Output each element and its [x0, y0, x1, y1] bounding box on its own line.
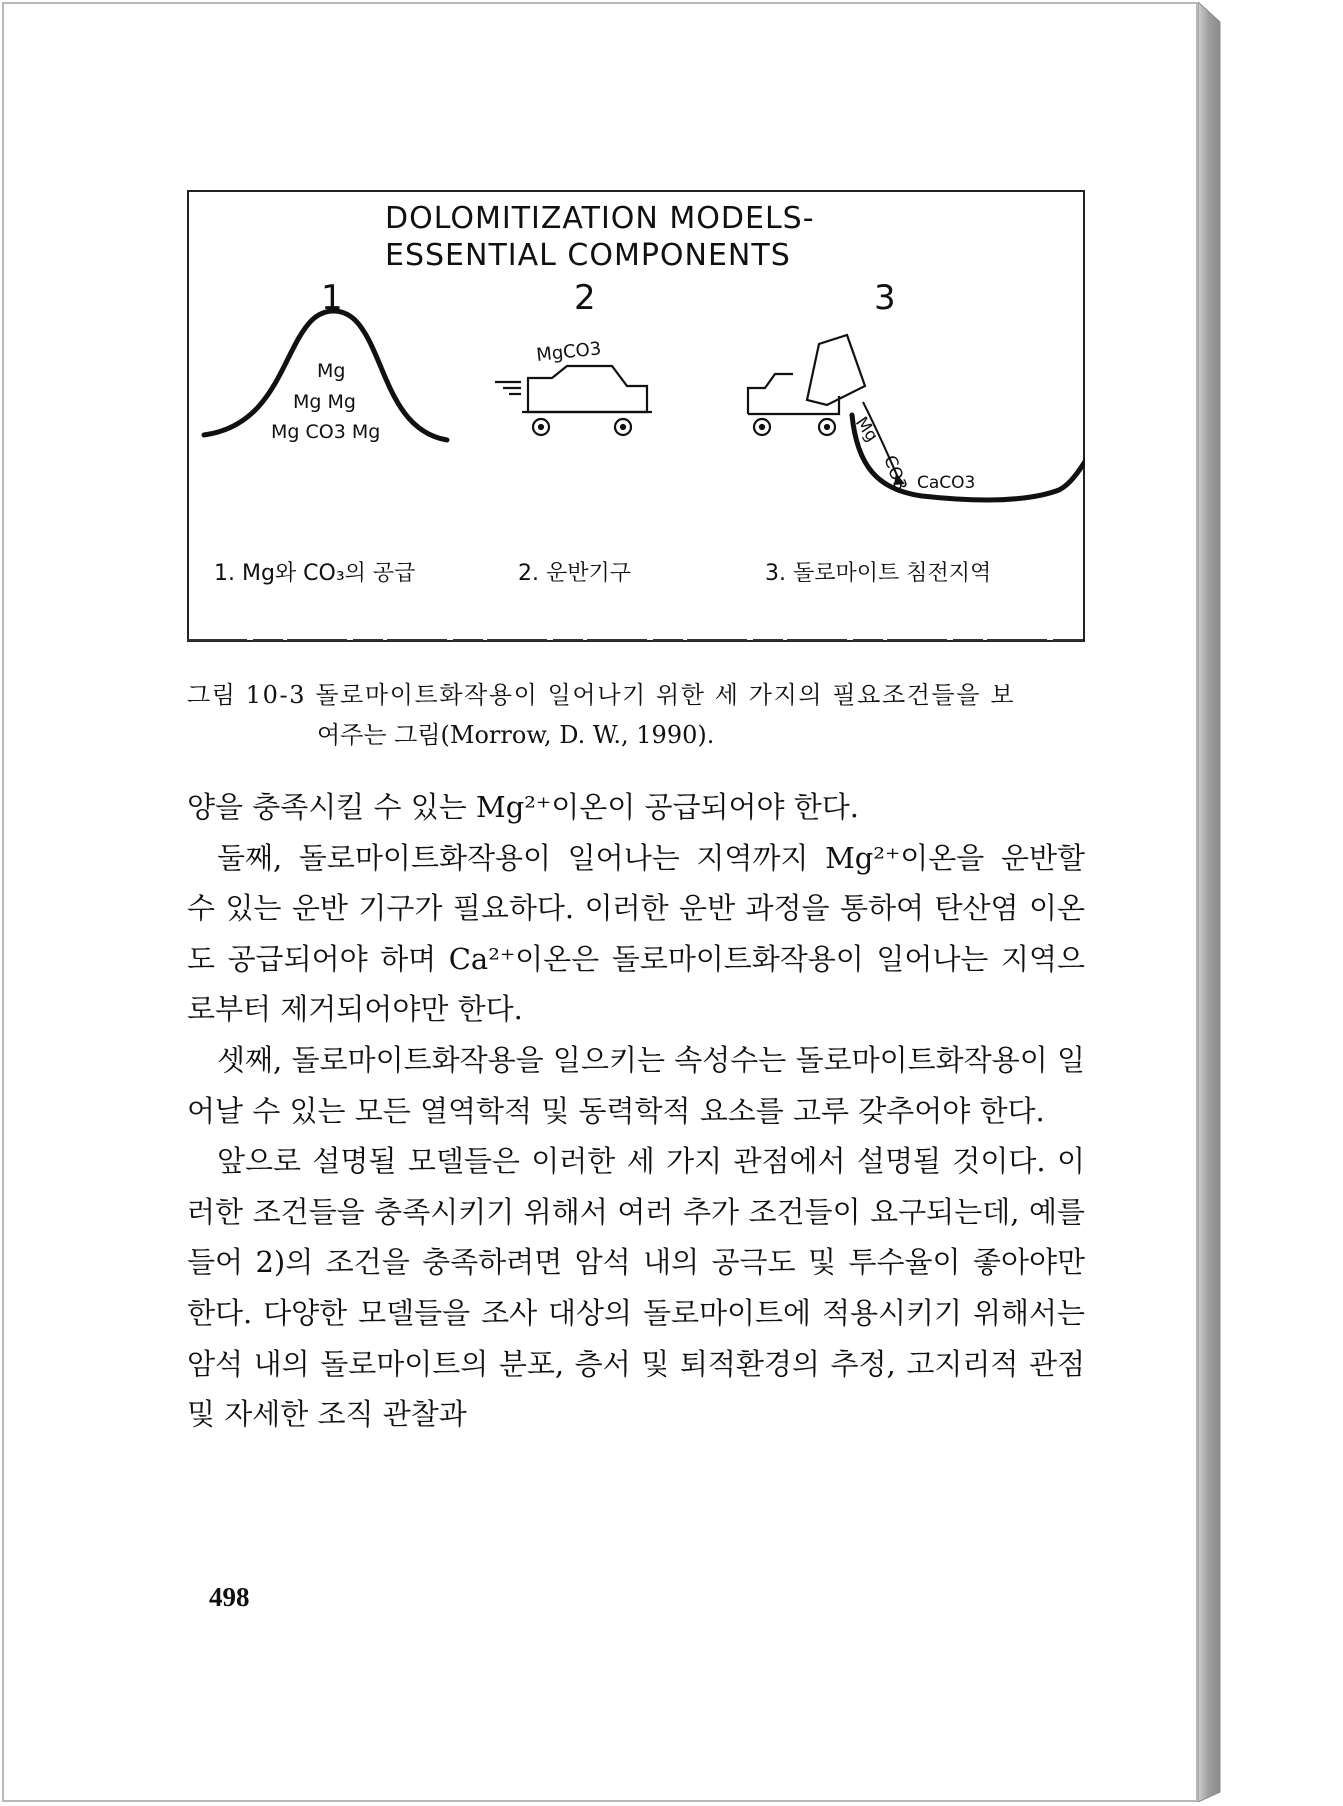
panel-number-2: 2 [574, 278, 596, 318]
panel3-text-mg: Mg [850, 413, 882, 446]
panel3-basin [851, 413, 1085, 500]
panel-label-1: 1. Mg와 CO₃의 공급 [214, 561, 416, 586]
panel3-text-co3: CO3 [879, 452, 911, 494]
panel1-text-3: Mg CO3 Mg [271, 421, 381, 443]
panel-number-1: 1 [321, 278, 343, 318]
page-edge-stack [1198, 2, 1246, 1802]
panel2-truck [495, 338, 652, 435]
panel-label-3: 3. 돌로마이트 침전지역 [765, 561, 992, 586]
panel-label-2: 2. 운반기구 [518, 561, 631, 586]
figure-title-line: ESSENTIAL COMPONENTS [385, 238, 791, 273]
figure-title-line: DOLOMITIZATION MODELS- [385, 201, 815, 236]
page-number: 498 [209, 1582, 250, 1612]
paragraph: 셋째, 돌로마이트화작용을 일으키는 속성수는 돌로마이트화작용이 일어날 수 있는 모든 열역학적 및 동력학적 요소를 고루 갖추어야 한다. [187, 1042, 1085, 1128]
caption-line-2: 여주는 그림(Morrow, D. W., 1990). [317, 721, 715, 749]
body-text [187, 782, 1085, 1440]
panel2-text: MgCO3 [535, 338, 603, 366]
paragraph: 양을 충족시킬 수 있는 Mg²⁺이온이 공급되어야 한다. [187, 790, 859, 824]
paragraph: 앞으로 설명될 모델들은 이러한 세 가지 관점에서 설명될 것이다. 이러한 조건들을 충족시키기 위해서 여러 추가 조건들이 요구되는데, 예를 들어 2)의 조건을 충족하려면 암석 내의 공극도 및 투수율이 좋아야만 한다. 다양한 모델들을 조사 대상의 돌로마이트에 적용시키기 위해서는 암석 내의 돌로마이트의 분포, 층서 및 퇴적환경의 추정, 고지리적 관점 및 자세한 조직 관찰과 [187, 1144, 1085, 1432]
figure-caption [187, 675, 1085, 755]
panel3-text-caco3: CaCO3 [917, 473, 976, 493]
paragraph: 둘째, 돌로마이트화작용이 일어나는 지역까지 Mg²⁺이온을 운반할 수 있는 운반 기구가 필요하다. 이러한 운반 과정을 통하여 탄산염 이온도 공급되어야 하며 Ca²⁺이온은 돌로마이트화작용이 일어나는 지역으로부터 제거되어야만 한다. [187, 840, 1085, 1027]
panel-number-3: 3 [874, 278, 896, 318]
panel1-text-1: Mg [317, 360, 346, 382]
caption-line-1: 그림 10-3 돌로마이트화작용이 일어나기 위한 세 가지의 필요조건들을 보 [187, 681, 1016, 709]
panel1-text-2: Mg Mg [293, 391, 356, 413]
panel1-source-hill [204, 311, 447, 443]
